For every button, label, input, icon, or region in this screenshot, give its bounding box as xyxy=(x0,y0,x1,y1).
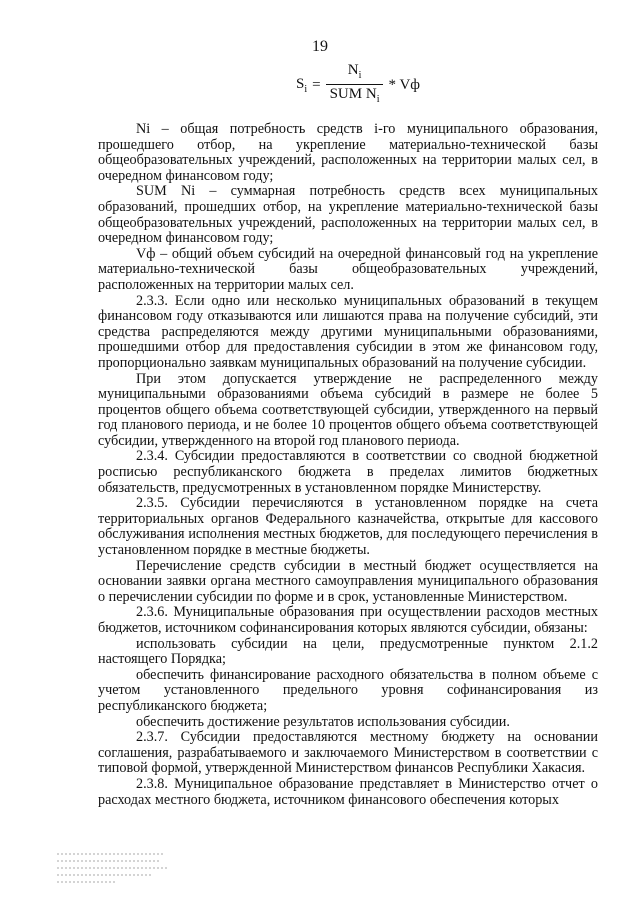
paragraph: Ni – общая потребность средств i-го муниципального образования, прошедшего отбор, на укрепление материально-технической базы общеобразовательных учреждений, расположенных на территории малых сел, в очередном финансовом году; xyxy=(98,121,598,184)
paragraph: Vф – общий объем субсидий на очередной финансовый год на укрепление материально-технической базы общеобразовательных учреждений, расположенных на территории малых сел. xyxy=(98,245,598,293)
formula xyxy=(296,62,420,108)
formula-equals: = xyxy=(312,76,321,93)
paragraph: SUM Ni – суммарная потребность средств всех муниципальных образований, прошедших отбор, на укрепление материально-технической базы общеобразовательных учреждений, расположенных на территории малых сел, в очередном финансовом году; xyxy=(98,183,598,247)
formula-lhs: $S_i$ xyxy=(296,75,308,95)
formula-multiplier: * Vф xyxy=(388,76,421,93)
paragraph: При этом допускается утверждение не распределенного между муниципальными образованиями объема субсидий в размере не более 5 процентов общего объема соответствующей субсидии, утвержденного на первый год планового периода, и не более 10 процентов общего объема соответствующей субсидии, утвержденного на второй год планового периода. xyxy=(98,370,598,449)
paragraph: 2.3.3. Если одно или несколько муниципальных образований в текущем финансовом году отказываются или лишаются права на получение субсидий, эти средства распределяются между другими муниципальными образованиями, прошедшими отбор для предоставления субсидии в этом же финансовом году, пропорционально заявкам муниципальных образований на получение субсидии. xyxy=(98,292,598,371)
paragraph: 2.3.4. Субсидии предоставляются в соответствии со сводной бюджетной росписью республиканского бюджета в пределах лимитов бюджетных обязательств, предусмотренных в установленном порядке Министерству. xyxy=(98,448,598,496)
document-body xyxy=(98,122,598,808)
paragraph: использовать субсидии на цели, предусмотренные пунктом 2.1.2 настоящего Порядка; xyxy=(98,635,598,668)
paragraph: 2.3.8. Муниципальное образование представляет в Министерство отчет о расходах местного бюджета, источником финансового обеспечения которых xyxy=(98,775,598,808)
formula-denominator: SUM $N_i$ xyxy=(326,84,384,108)
formula-fraction xyxy=(326,62,384,108)
paragraph: 2.3.7. Субсидии предоставляются местному бюджету на основании соглашения, разрабатываемого и заключаемого Министерством в соответствии с типовой формой, утвержденной Министерством финансов Республики Хакасия. xyxy=(98,729,598,777)
paragraph: 2.3.5. Субсидии перечисляются в установленном порядке на счета территориальных органов Федерального казначейства, открытые для кассового обслуживания исполнения местных бюджетов, для последующего перечисления в установленном порядке в местные бюджеты. xyxy=(98,495,598,559)
paragraph: 2.3.6. Муниципальные образования при осуществлении расходов местных бюджетов, источником софинансирования которых являются субсидии, обязаны: xyxy=(98,604,598,636)
paragraph: обеспечить достижение результатов использования субсидии. xyxy=(136,713,510,730)
page-number: 19 xyxy=(312,38,328,55)
registration-stamp-mark xyxy=(55,848,173,886)
paragraph: Перечисление средств субсидии в местный бюджет осуществляется на основании заявки органа местного самоуправления муниципального образования о перечислении субсидии по форме и в срок, установленные Министерством. xyxy=(98,557,598,605)
paragraph: обеспечить финансирование расходного обязательства в полном объеме с учетом установленного предельного уровня софинансирования из республиканского бюджета; xyxy=(98,666,598,714)
formula-numerator: $N_i$ xyxy=(347,62,362,81)
